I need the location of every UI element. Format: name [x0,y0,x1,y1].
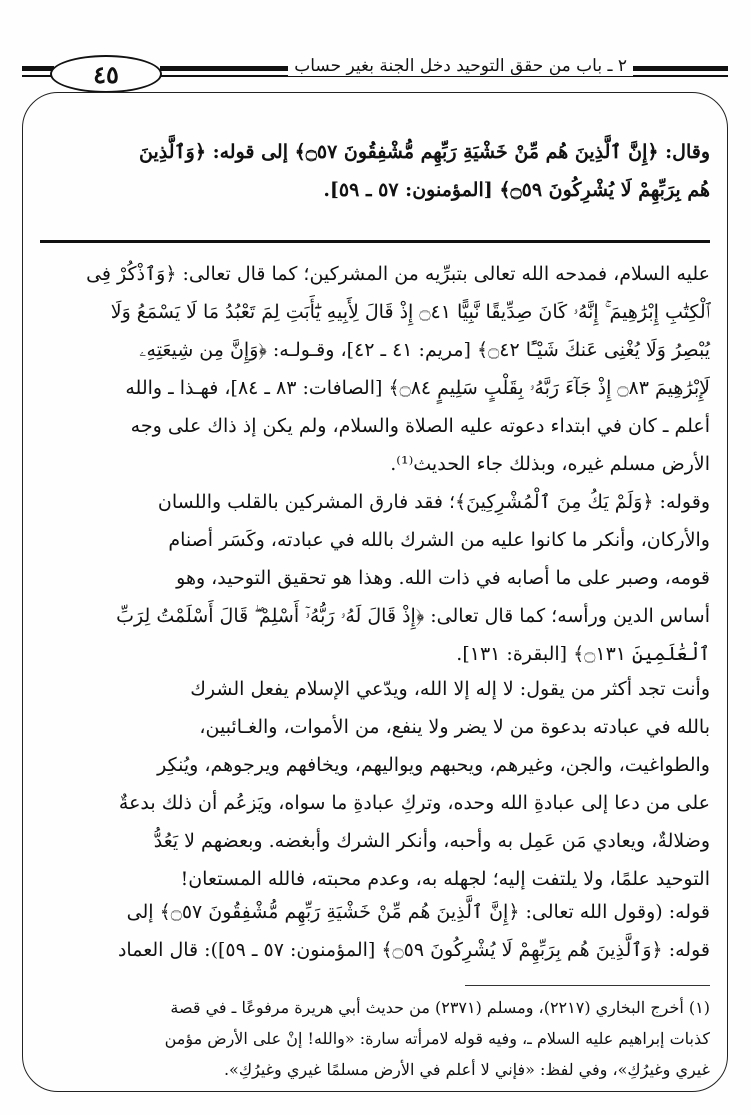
text-line: الأرض مسلم غيره، وبذلك جاء الحديث⁽¹⁾. [390,453,710,475]
text-line: لَإِبْرَٰهِيمَ ۝٨٣ إِذْ جَآءَ رَبَّهُۥ بِقَلْبٍ سَلِيمٍ ۝٨٤﴾ [الصافات: ٨٣ ـ ٨٤]، فهـذا ـ والله [125,377,710,399]
paragraph-1 [40,255,710,483]
footnote [40,992,710,1085]
text-line: قوله: (وقول الله تعالى: ﴿إِنَّ ٱلَّذِينَ هُم مِّنْ خَشْيَةِ رَبِّهِم مُّشْفِقُونَ ۝٥٧﴾ إلى [126,901,710,923]
text-line: قومه، وصبر على ما أصابه في ذات الله. وهذا هو تحقيق التوحيد، وهو [176,567,710,589]
paragraph-4 [40,893,710,969]
text-line: والأركان، وأنكر ما كانوا عليه من الشرك بالله في عبادته، وكَسَر أصنام [168,529,710,551]
text-line: هُم بِرَبِّهِمْ لَا يُشْرِكُونَ ۝٥٩﴾ [المؤمنون: ٥٧ ـ ٥٩]. [323,179,710,201]
running-title: ٢ ـ باب من حقق التوحيد دخل الجنة بغير حساب [288,56,633,76]
text-line: وأنت تجد أكثر من يقول: لا إله إلا الله، ويدّعي الإسلام يفعل الشرك [190,678,710,700]
text-line: وضلالةٌ، ويعادي مَن عَمِل به وأحبه، وأنكر الشرك وأبغضه. وبعضهم لا يَعُدُّ [153,830,710,852]
text-line: أعلم ـ كان في ابتداء دعوته عليه الصلاة والسلام، ولم يكن إذ ذاك على وجه [130,415,710,437]
text-line: عليه السلام، فمدحه الله تعالى بتبرِّيه من المشركين؛ كما قال تعالى: ﴿وَٱذْكُرْ فِى [86,263,710,285]
text-line: والطواغيت، والجن، وغيرهم، ويحبهم ويواليهم، ويخافهم ويرجوهم، ويُنكِر [157,754,710,776]
text-line: ٱلْكِتَٰبِ إِبْرَٰهِيمَ ۚ إِنَّهُۥ كَانَ صِدِّيقًا نَّبِيًّا ۝٤١ إِذْ قَالَ لِأَبِيهِ يَٰٓأَبَتِ لِمَ تَعْبُدُ مَا لَا يَسْمَعُ وَلَا [110,301,710,323]
footnote-line: (١) أخرج البخاري (٢٢١٧)، ومسلم (٢٣٧١) من حديث أبي هريرة مرفوعًا ـ في قصة [170,998,710,1017]
page-number: ٤٥ [50,55,162,93]
header-rule-left [22,66,54,71]
text-line: وقال: ﴿إِنَّ ٱلَّذِينَ هُم مِّنْ خَشْيَةِ رَبِّهِم مُّشْفِقُونَ ۝٥٧﴾ إلى قوله: ﴿وَٱلَّذِينَ [139,141,710,163]
text-line: ٱلْعَٰلَمِينَ ۝١٣١﴾ [البقرة: ١٣١]. [456,643,710,665]
text-line: أساس الدين ورأسه؛ كما قال تعالى: ﴿إِذْ قَالَ لَهُۥ رَبُّهُۥٓ أَسْلِمْ ۖ قَالَ أَسْلَمْتُ لِرَبِّ [116,605,710,627]
top-quote [60,133,710,209]
section-divider [40,240,710,243]
footnote-separator [465,985,710,986]
footnote-line: كذبات إبراهيم عليه السلام ـ، وفيه قوله لامرأته سارة: «والله! إنْ على الأرض مؤمن [164,1029,710,1048]
text-line: بالله في عبادته بدعوة من لا يضر ولا ينفع، من الأموات، والغـائبين، [199,716,710,738]
text-line: على من دعا إلى عبادةِ الله وحده، وتركِ عبادةِ ما سواه، ويَزعُم أن ذلك بدعةٌ [118,792,710,814]
text-line: التوحيد علمًا، ولا يلتفت إليه؛ لجهله به، وعدم محبته، فالله المستعان! [180,868,710,890]
footnote-line: غيري وغيرُكِ»، وفي لفظ: «فإني لا أعلم في الأرض مسلمًا غيري وغيرُكِ». [223,1060,710,1079]
paragraph-3 [40,670,710,898]
text-line: وقوله: ﴿وَلَمْ يَكُ مِنَ ٱلْمُشْرِكِينَ﴾؛ فقد فارق المشركين بالقلب واللسان [157,491,710,513]
text-line: يُبْصِرُ وَلَا يُغْنِى عَنكَ شَيْـًٔا ۝٤٢﴾ [مريم: ٤١ ـ ٤٢]، وقـولـه: ﴿وَإِنَّ مِن شِيعَتِهِۦ [139,339,710,361]
paragraph-2 [40,483,710,673]
text-line: قوله: ﴿وَٱلَّذِينَ هُم بِرَبِّهِمْ لَا يُشْرِكُونَ ۝٥٩﴾ [المؤمنون: ٥٧ ـ ٥٩]): قال العماد [117,939,710,961]
